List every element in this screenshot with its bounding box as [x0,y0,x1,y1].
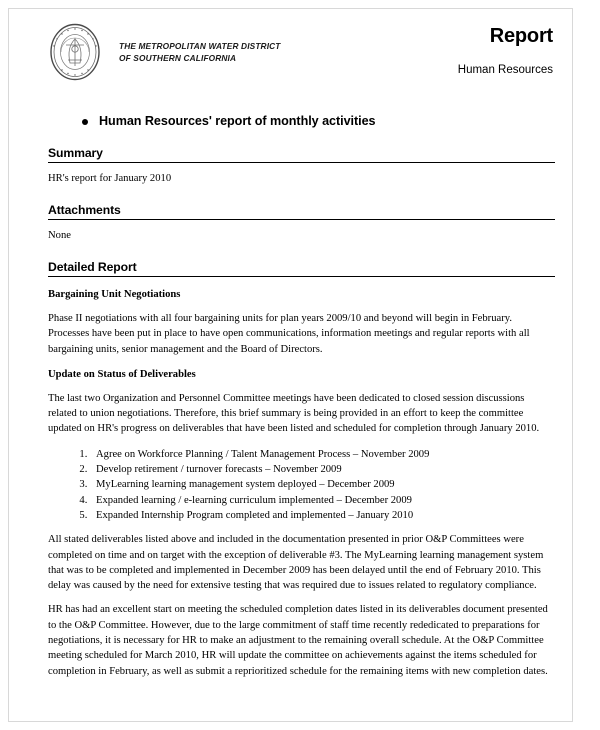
deliverables-outlook-paragraph: HR has had an excellent start on meeting the scheduled completion dates listed in its deliverables document presented to the O&P Committee. However, due to the large commitment of staff time recently rededicated to preparations for negotiations, it is necessary for HR to make an adjustment to the remaining overall schedule. At the O&P Committee meeting scheduled for March 2010, HR will update the committee on achievements against the items scheduled for completion in February, as well as submit a reprioritized schedule for the remaining items with new completion dates. [48,604,548,677]
organization-name-line1: THE METROPOLITAN WATER DISTRICT [119,41,281,51]
organization-name-line2: OF SOUTHERN CALIFORNIA [119,52,237,63]
deliverables-subheading: Update on Status of Deliverables [48,368,196,380]
list-item: 1. Agree on Workforce Planning / Talent Management Process – November 2009 [90,447,554,462]
document-title-text: Human Resources' report of monthly activities [99,114,376,128]
attachments-heading: Attachments [48,203,555,220]
letterhead [48,19,554,91]
department-label: Human Resources [457,64,553,76]
document-title [82,113,554,129]
bullet-dot-icon [82,119,88,125]
document-type-label: Report [489,25,553,47]
summary-heading: Summary [48,146,555,163]
detailed-report-heading: Detailed Report [48,260,555,277]
document-page [8,8,573,722]
section-detailed-report [48,260,554,679]
deliverables-list [48,447,554,523]
list-item: 2. Develop retirement / turnover forecasts – November 2009 [90,462,554,477]
deliverables-intro-paragraph: The last two Organization and Personnel Committee meetings have been dedicated to closed session discussions related to union negotiations. Therefore, this brief summary is being provided in an effort to keep the committee updated on HR's progress on deliverables that have been listed and scheduled for completion through January 2010. [48,392,540,435]
bargaining-paragraph: Phase II negotiations with all four bargaining units for plan years 2009/10 and beyond will begin in February. Processes have been put in place to have open communications, information meetings and regular reports with all bargaining units, senior management and the Board of Directors. [48,313,530,355]
list-item: 3. MyLearning learning management system deployed – December 2009 [90,477,554,492]
deliverables-status-paragraph: All stated deliverables listed above and included in the documentation presented in prior O&P Committees were completed on time and on target with the exception of deliverable #3. The MyLearning learning management system that was to be completed and implemented in December 2009 has been delayed until the end of February 2010. This delay was caused by the need for extensive testing that was required due to issues related to regulatory compliance. [48,534,544,592]
attachments-body: None [48,230,71,241]
bargaining-subheading: Bargaining Unit Negotiations [48,289,181,300]
list-item: 4. Expanded learning / e-learning curriculum implemented – December 2009 [90,493,554,508]
metropolitan-water-district-seal-icon [48,23,102,81]
section-attachments [48,203,554,243]
page-content [9,9,572,679]
list-item: 5. Expanded Internship Program completed and implemented – January 2010 [90,508,554,523]
section-summary [48,146,554,186]
organization-name [119,41,281,64]
summary-body: HR's report for January 2010 [48,173,172,184]
